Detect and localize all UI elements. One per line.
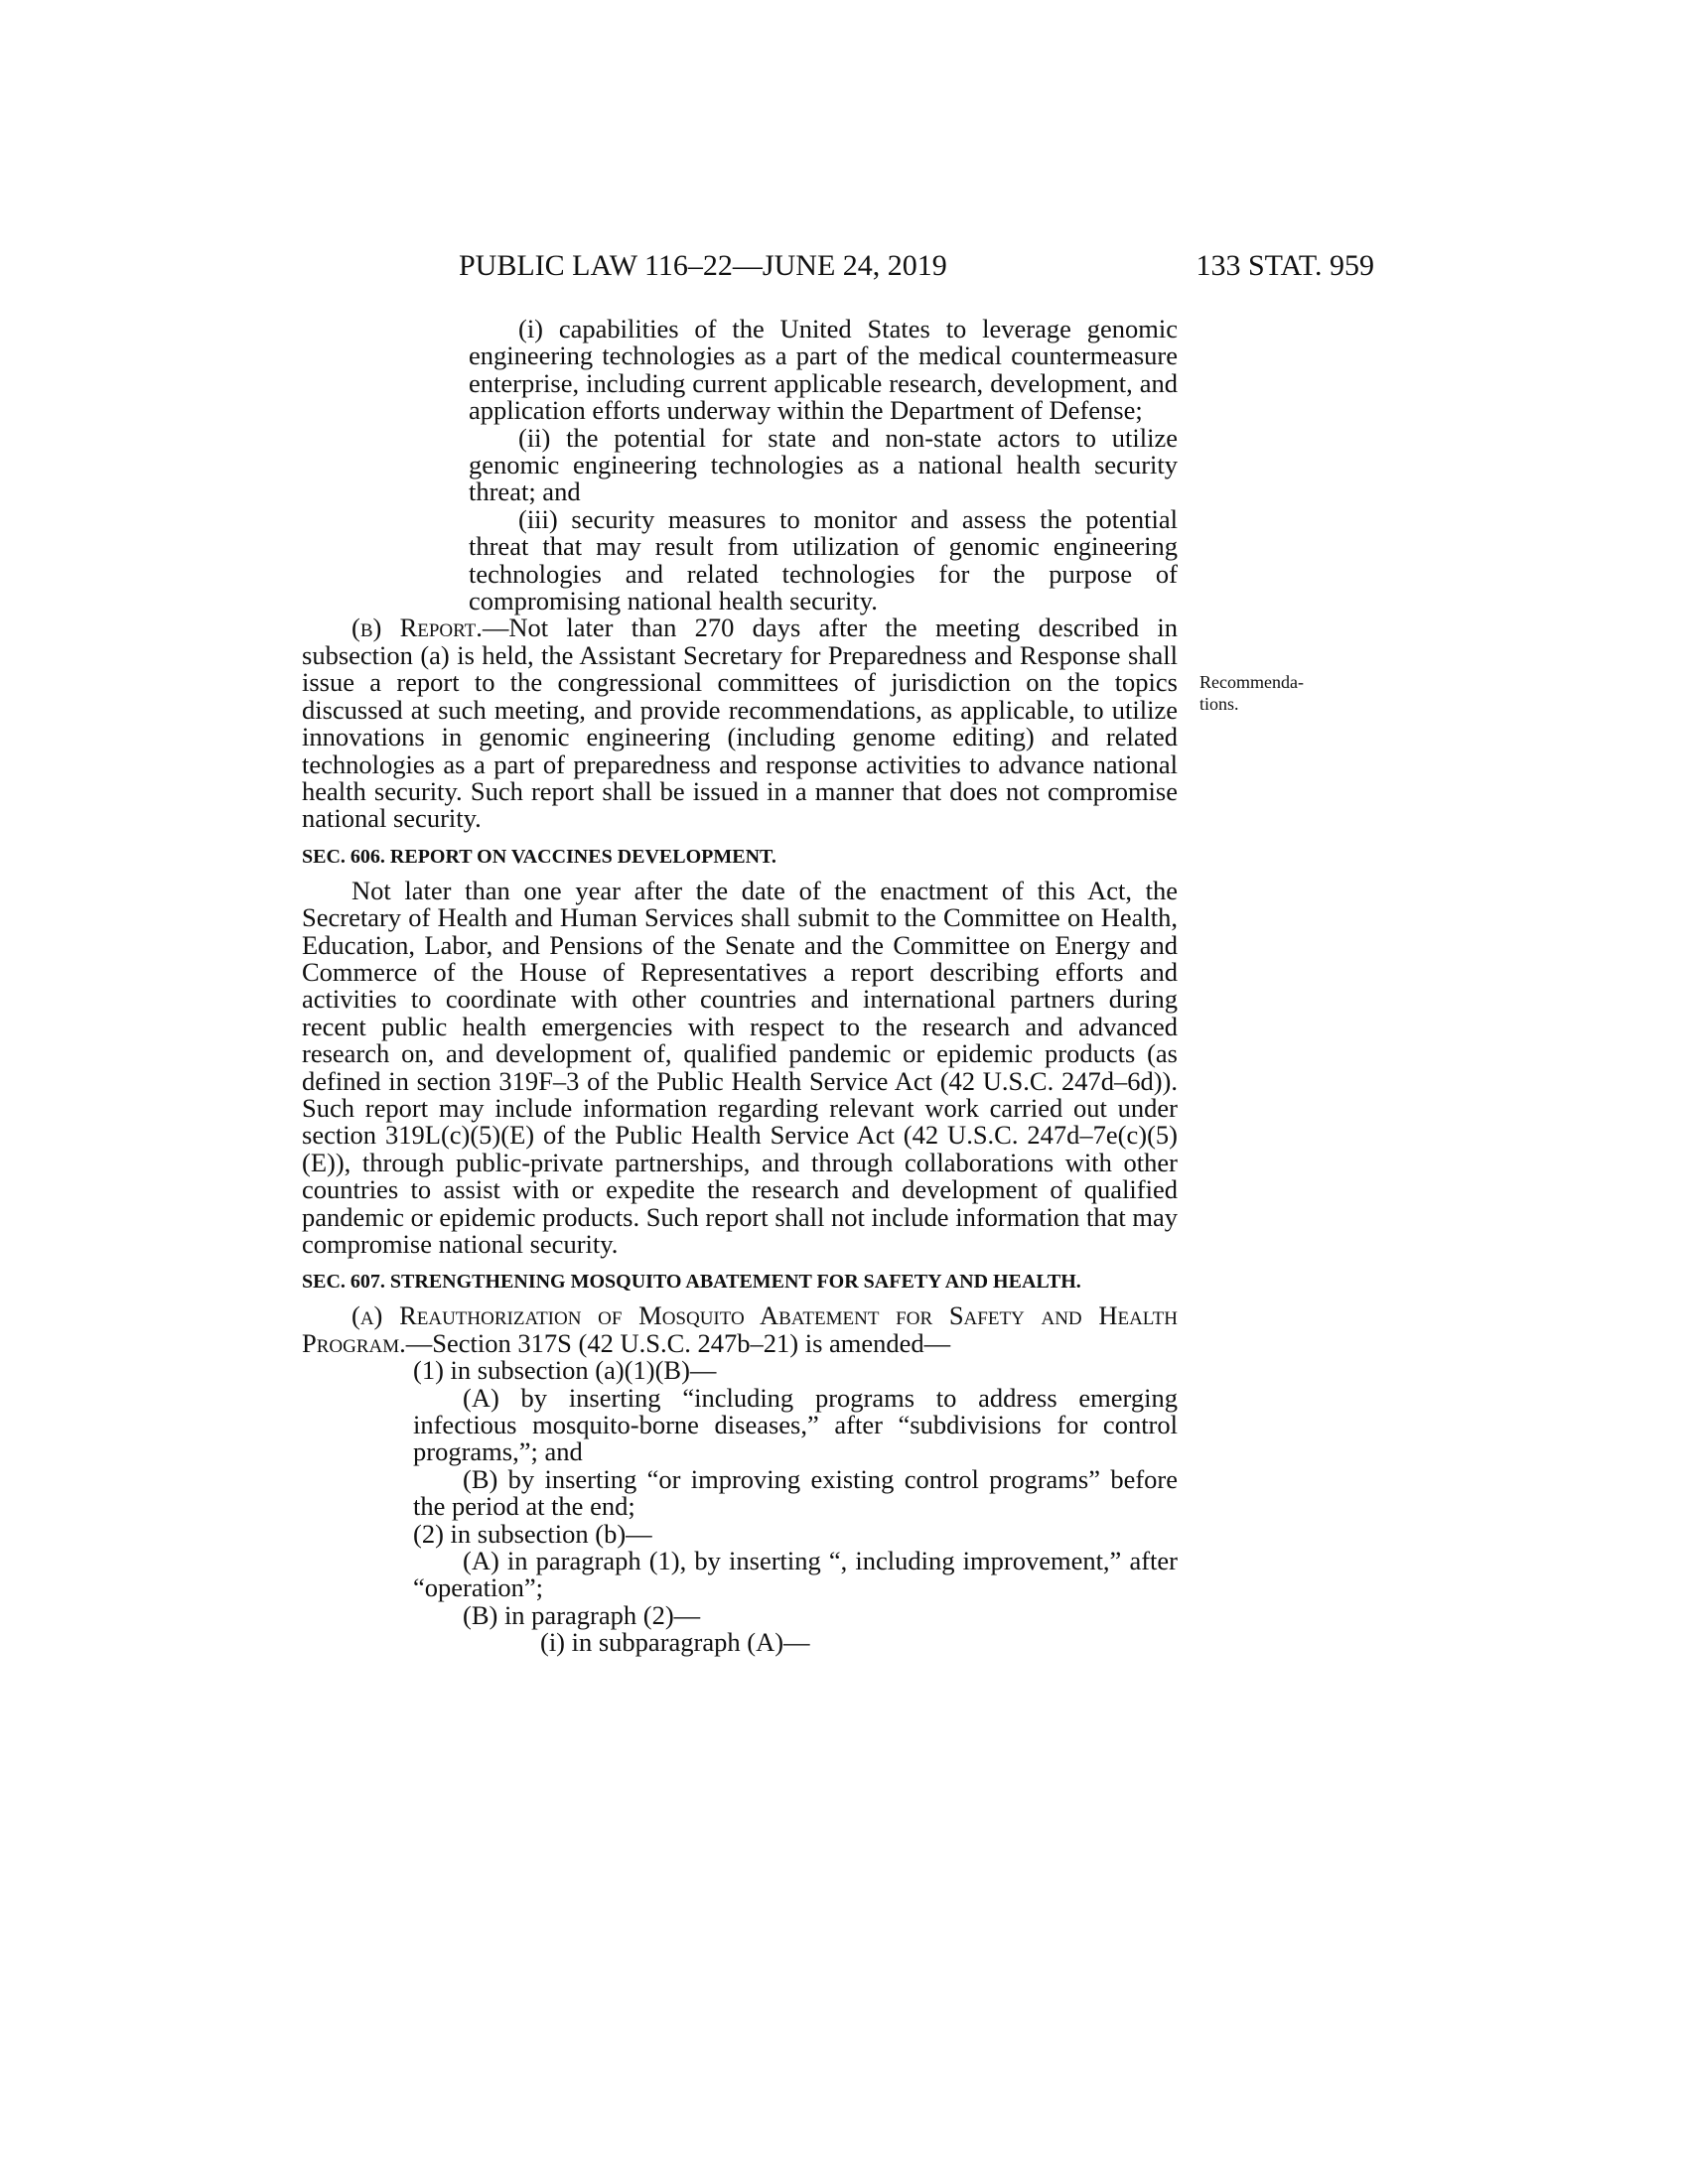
sec607-para-1: (1) in subsection (a)(1)(B)— — [413, 1355, 717, 1386]
report-paragraph — [302, 614, 1178, 832]
report-label: (b) Report. — [352, 613, 483, 643]
header-title: PUBLIC LAW 116–22—JUNE 24, 2019 — [459, 249, 947, 282]
sec607-para-2A: (A) in paragraph (1), by inserting “, including improvement,” after “operation”; — [413, 1546, 1178, 1603]
item-list — [302, 316, 1178, 614]
sec607-para-1-subs — [302, 1382, 1178, 1522]
sec607-para-2Bi: (i) in subparagraph (A)— — [540, 1627, 810, 1658]
margin-note-recommendations: Recommenda- tions. — [1199, 672, 1304, 714]
sec607-heading: SEC. 607. STRENGTHENING MOSQUITO ABATEMENT FOR SAFETY AND HEALTH. — [302, 1271, 1081, 1294]
item-i: (i) capabilities of the United States to leverage genomic engineering technologies as a part of the medical countermeasure enterprise, including current applicable research, development, and application efforts underway within the Department of Defense; — [469, 314, 1178, 426]
sec607-para-1A: (A) by inserting “including programs to address emerging infectious mosquito-borne diseases,” after “subdivisions for control programs,”; and — [413, 1382, 1178, 1467]
page-header — [459, 246, 1374, 286]
sec607-para-2-subs — [302, 1548, 1178, 1629]
sec607-a-paragraph — [302, 1302, 1178, 1357]
sec607-para-2B: (B) in paragraph (2)— — [463, 1599, 701, 1630]
item-iii: (iii) security measures to monitor and assess the potential threat that may result from utilization of genomic engineering technologies and related technologies for the purpose of compromising national health security. — [469, 503, 1178, 616]
sec606-paragraph: Not later than one year after the date of the enactment of this Act, the Secretary of Health and Human Services shall submit to the Committee on Health, Education, Labor, and Pensions of the Senate and the Committee on Energy and Commerce of the House of Representatives a report describing efforts and activities to coordinate with other countries and international partners during recent public health emergencies with respect to the research and advanced research on, and development of, qualified pandemic or epidemic products (as defined in section 319F–3 of the Public Health Service Act (42 U.S.C. 247d–6d)). Such report may include information regarding relevant work carried out under section 319L(c)(5)(E) of the Public Health Service Act (42 U.S.C. 247d–7e(c)(5)(E)), through public-private partnerships, and through collaborations with other countries to assist with or expedite the research and development of qualified pandemic or epidemic products. Such report shall not include information that may compromise national security. — [302, 875, 1178, 1259]
sec607-para-2: (2) in subsection (b)— — [413, 1518, 652, 1549]
item-ii: (ii) the potential for state and non-state actors to utilize genomic engineering technologies as a national health security threat; and — [469, 422, 1178, 507]
sec607-a-label: (a) Reauthorization of Mosquito Abatement for Safety and Health Program. — [302, 1300, 1178, 1358]
document-body — [302, 316, 1178, 1657]
report-text: —Not later than 270 days after the meeting described in subsection (a) is held, the Assistant Secretary for Preparedness and Response shall issue a report to the congressional committees of jurisdiction on the topics discussed at such meeting, and provide recommendations, as applicable, to utilize innovations in genomic engineering (including genome editing) and related technologies as a part of preparedness and response activities to advance national health security. Such report shall be issued in a manner that does not compromise national security. — [302, 613, 1178, 834]
sec606-heading: SEC. 606. REPORT ON VACCINES DEVELOPMENT. — [302, 845, 776, 868]
sec607-para-1B: (B) by inserting “or improving existing control programs” before the period at the end; — [413, 1463, 1178, 1522]
sec607-a-text: —Section 317S (42 U.S.C. 247b–21) is amended— — [405, 1327, 951, 1358]
header-stat-page: 133 STAT. 959 — [1196, 249, 1374, 282]
